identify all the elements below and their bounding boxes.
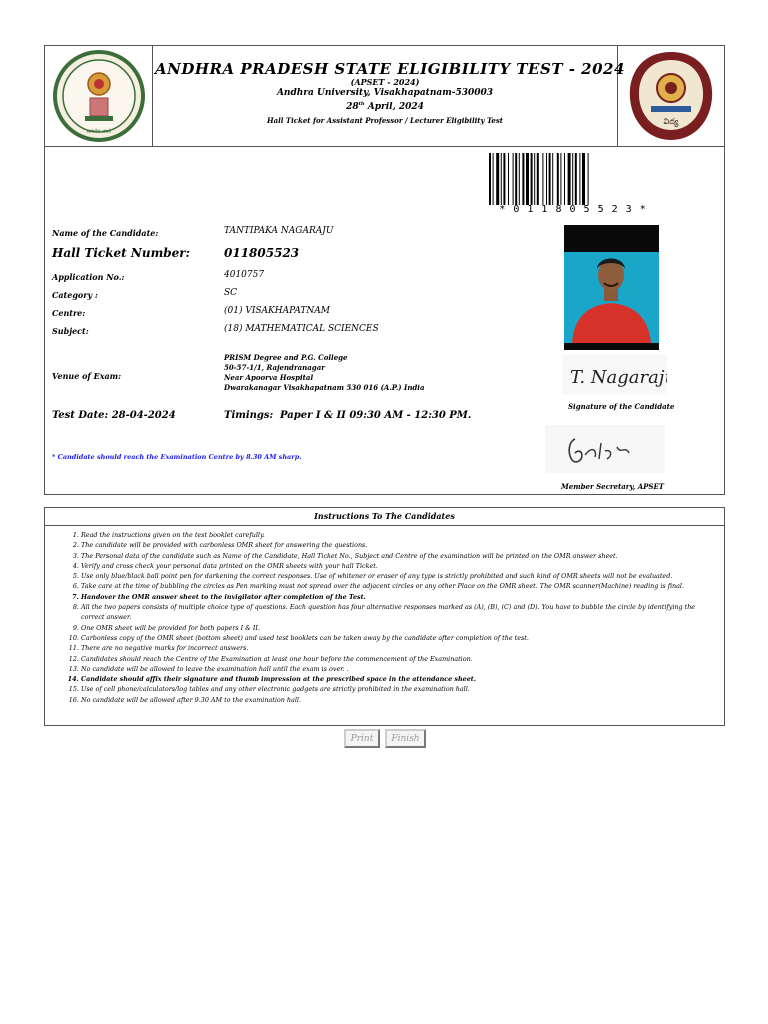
university-name: Andhra University, Visakhapatnam-530003: [276, 88, 494, 98]
venue-label: Venue of Exam:: [52, 371, 122, 381]
centre-label: Centre:: [52, 308, 86, 318]
instruction-item: 14. Candidate should affix their signature and thumb impression at the prescribed space in the attendance sheet.: [81, 674, 724, 684]
barcode-bar: [496, 153, 499, 205]
secretary-caption: Member Secretary, APSET: [561, 482, 665, 491]
barcode-bar: [508, 153, 509, 205]
instruction-item: 3. The Personal data of the candidate such as Name of the Candidate, Hall Ticket No., Subject and Centre of the examination will be printed on the OMR answer sheet.: [81, 551, 724, 561]
barcode-bar: [531, 153, 533, 205]
andhra-university-emblem: [617, 46, 724, 146]
barcode-bar: [501, 153, 502, 205]
barcode-bar: [582, 153, 585, 205]
candidate-name: TANTIPAKA NAGARAJU: [224, 226, 334, 236]
instruction-item: 4. Verify and cross check your personal data printed on the OMR sheets with your hall Ticket.: [81, 561, 724, 571]
barcode-bar: [557, 153, 559, 205]
barcode-bar: [560, 153, 561, 205]
candidate-signature: [562, 355, 667, 395]
category-value: SC: [224, 288, 238, 298]
exam-date: 28th April, 2024: [346, 101, 424, 112]
instructions-list: [45, 530, 724, 705]
barcode-bar: [537, 153, 539, 205]
instruction-item: 15. Use of cell phone/calculators/log tables and any other electronic gadgets are strictly prohibited in the examination hall.: [81, 684, 724, 694]
venue-line: Dwarakanagar Visakhapatnam 530 016 (A.P.) India: [224, 383, 425, 392]
barcode-bar: [579, 153, 580, 205]
instruction-item: 6. Take care at the time of bubbling the circles as Pen marking must not spread over the adjacent circles or any other Place on the OMR sheet. The OMR scanner(Machine) reading is final.: [81, 581, 724, 591]
instructions-title: Instructions To The Candidates: [45, 508, 724, 526]
timings-label: Timings:: [224, 410, 274, 421]
exam-title: ANDHRA PRADESH STATE ELIGIBILITY TEST - 2024: [155, 60, 625, 78]
venue-address: [224, 353, 425, 393]
finish-button[interactable]: Finish: [385, 729, 426, 748]
barcode-bar: [546, 153, 547, 205]
instruction-item: 16. No candidate will be allowed after 9.30 AM to the examination hall.: [81, 695, 724, 705]
svg-text:सत्यमेव जयते: सत्यमेव जयते: [86, 129, 112, 135]
reporting-notice: * Candidate should reach the Examination Centre by 8.30 AM sharp.: [52, 453, 302, 461]
instruction-item: 2. The candidate will be provided with carbonless OMR sheet for answering the questions.: [81, 540, 724, 550]
barcode-bar: [489, 153, 491, 205]
hall-ticket-number: 011805523: [224, 246, 300, 260]
barcode-bar: [522, 153, 524, 205]
instruction-item: 13. No candidate will be allowed to leave the examination hall until the exam is over. .: [81, 664, 724, 674]
test-date: Test Date: 28-04-2024: [52, 410, 176, 421]
instruction-item: 9. One OMR sheet will be provided for both papers I & II.: [81, 623, 724, 633]
signature-caption: Signature of the Candidate: [568, 402, 675, 411]
barcode-bar: [493, 153, 494, 205]
barcode-bar: [564, 153, 565, 205]
signature-glyphs: T. Nagaraju: [570, 367, 667, 388]
barcode-bar: [515, 153, 517, 205]
hall-ticket-subtitle: Hall Ticket for Assistant Professor / Lecturer Eligibility Test: [266, 116, 504, 125]
instruction-item: 10. Carbonless copy of the OMR sheet (bottom sheet) and used test booklets can be taken away by the candidate after completion of the test.: [81, 633, 724, 643]
hall-ticket-label: Hall Ticket Number:: [52, 246, 191, 260]
candidate-photo: [564, 225, 659, 350]
secretary-signature: [545, 425, 665, 473]
category-label: Category :: [52, 290, 98, 300]
name-label: Name of the Candidate:: [52, 228, 159, 238]
instructions-box: [44, 507, 725, 726]
barcode-bar: [542, 153, 543, 205]
barcode-bar: [552, 153, 553, 205]
print-button[interactable]: Print: [344, 729, 380, 748]
barcode-bar: [534, 153, 535, 205]
application-label: Application No.:: [52, 272, 125, 282]
instruction-item: 1. Read the instructions given on the test booklet carefully.: [81, 530, 724, 540]
barcode-bar: [549, 153, 551, 205]
subject-value: (18) MATHEMATICAL SCIENCES: [224, 324, 379, 334]
barcode-bar: [588, 153, 589, 205]
barcode-bar: [513, 153, 514, 205]
instruction-item: 7. Handover the OMR answer sheet to the invigilator after completion of the Test.: [81, 592, 724, 602]
subject-label: Subject:: [52, 326, 89, 336]
application-number: 4010757: [224, 270, 265, 280]
svg-text:విద్య: విద్య: [663, 117, 679, 126]
instruction-item: 8. All the two papers consists of multiple choice type of questions. Each question has four alternative responses marked as (A), (B), (C) and (D). You have to bubble the circle by identifying the correct answer.: [81, 602, 696, 623]
barcode-bar: [503, 153, 505, 205]
barcode-text: * 0 1 1 8 0 5 5 2 3 *: [499, 204, 647, 215]
barcode-bar: [519, 153, 520, 205]
instruction-item: 12. Candidates should reach the Centre of the Examination at least one hour before the commencement of the Examination.: [81, 654, 724, 664]
barcode: [487, 153, 659, 205]
barcode-bar: [572, 153, 573, 205]
instruction-item: 11. There are no negative marks for incorrect answers.: [81, 643, 724, 653]
centre-value: (01) VISAKHAPATNAM: [224, 306, 330, 316]
instruction-item: 5. Use only blue/black ball point pen for darkening the correct responses. Use of whitener or eraser of any type is strictly prohibited and such kind of OMR sheets will not be evaluated.: [81, 571, 724, 581]
venue-line: Near Apoorva Hospital: [224, 373, 314, 382]
venue-line: 50-57-1/1, Rajendranagar: [224, 363, 325, 372]
barcode-bar: [575, 153, 577, 205]
timings-value: Paper I & II 09:30 AM - 12:30 PM.: [280, 410, 472, 421]
ap-government-emblem: [45, 46, 153, 146]
venue-line: PRISM Degree and P.G. College: [224, 353, 348, 362]
exam-abbr: (APSET - 2024): [350, 77, 420, 87]
barcode-bar: [526, 153, 529, 205]
barcode-bar: [568, 153, 571, 205]
